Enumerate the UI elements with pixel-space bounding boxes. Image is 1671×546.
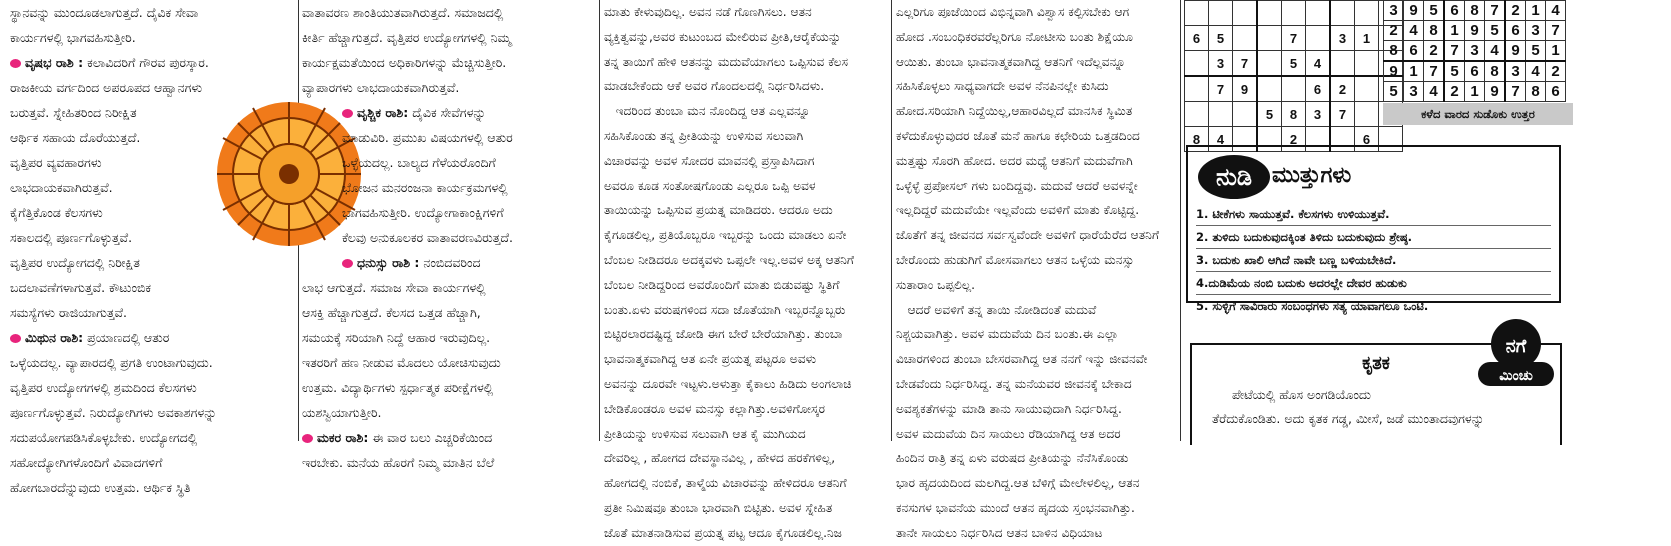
sudoku-solution-cell: 2 (1384, 21, 1404, 41)
text-line: ವಿಚಾರವನ್ನು ಅವಳ ಸೋದರ ಮಾವನಲ್ಲಿ ಪ್ರಸ್ತಾಪಿಸಿದಾಗ (604, 153, 815, 168)
text-line: ಪೂರ್ಣಗೊಳ್ಳುತ್ತವೆ. ನಿರುದ್ಯೋಗಿಗಳು ಅವಕಾಶಗಳನ್ನು (10, 405, 217, 420)
sudoku-solution-cell: 8 (1384, 41, 1404, 62)
sudoku-puzzle-cell: 6 (1306, 76, 1331, 102)
text-line: ಬರುತ್ತವೆ. ಸ್ನೇಹಿತರಿಂದ ನಿರೀಕ್ಷಿತ (10, 105, 137, 120)
text-line: ವೃತ್ತಿಪರ ಉದ್ಯೋಗದಲ್ಲಿ ನಿರೀಕ್ಷಿತ (10, 255, 140, 270)
text-line: ದೇವರಿಲ್ಲ , ಹೋಗದ ದೇವಸ್ಥಾನವಿಲ್ಲ , ಹೇಳದ ಹರಕೆಗಳಿಲ್ಲ, (604, 451, 836, 466)
text-line: ಅವರೂ ಕೂಡ ಸಂತೋಷಗೊಂಡು ಎಲ್ಲರೂ ಒಪ್ಪಿ ಅವಳ (604, 178, 816, 193)
text-line: ಒಳ್ಳೆಯದಲ್ಲ. ಬಾಲ್ಯದ ಗೆಳೆಯರೊಂದಿಗೆ (342, 155, 496, 170)
list-item: 1. ಟೀಕೆಗಳು ಸಾಯುತ್ತವೆ. ಕೆಲಸಗಳು ಉಳಿಯುತ್ತವೆ. (1196, 203, 1551, 226)
text-line: ಬಿಟ್ಟಿರಲಾರದಷ್ಟಿದ್ದ ಜೋಡಿ ಈಗ ಬೇರೆ ಬೇರೆಯಾಗಿತ್ತು. ತುಂಬಾ (604, 327, 843, 342)
sudoku-solution-cell: 6 (1444, 1, 1465, 21)
nudi-muttugalu-box (1186, 145, 1561, 313)
sign-name: ಧನುಸ್ಸು ರಾಶಿ : (357, 255, 420, 270)
text-line: ರಾಜಕೀಯ ವರ್ಗದಿಂದ ಅಪರೂಪದ ಆಹ್ವಾನಗಳು (10, 80, 203, 95)
sudoku-solution-cell: 3 (1505, 61, 1526, 82)
bullet-icon (10, 59, 21, 68)
sudoku-solution-cell: 1 (1404, 61, 1424, 82)
horoscope-vrischika-heading (342, 100, 594, 125)
sudoku-puzzle-cell (1233, 1, 1258, 26)
sudoku-puzzle-cell (1355, 102, 1379, 127)
text-line: ಆಸಕ್ತಿ ಹೆಚ್ಚಾಗುತ್ತದೆ. ಕೆಲಸದ ಒತ್ತಡ ಹೆಚ್ಚಾಗಿ, (302, 305, 481, 320)
sudoku-puzzle-cell (1355, 51, 1379, 77)
text-line: ಬೆಂಬಲ ನೀಡಿದರೂ ಅದಕ್ಕವಳು ಒಪ್ಪಲೇ ಇಲ್ಲ.ಅವಳ ಅಕ್ಕ ಆತನಿಗೆ (604, 252, 855, 267)
text-line: ಸಹಿಸಿಕೊಳ್ಳಲು ಸಾಧ್ಯವಾಗದೇ ಅವಳ ನೆನಪಿನಲ್ಲೇ ಕುಸಿದು (896, 79, 1109, 94)
text-line: ಅವನನ್ನು ದೂರವೇ ಇಟ್ಟಳು.ಅಳುತ್ತಾ ಕೈಕಾಲು ಹಿಡಿದು ಅಂಗಲಾಚಿ (604, 376, 852, 391)
sudoku-puzzle-cell: 4 (1306, 51, 1331, 77)
sudoku-solution-cell: 7 (1485, 1, 1506, 21)
sudoku-puzzle-cell (1355, 1, 1379, 26)
text-line: ಕನಸುಗಳ ಭಾವನೆಯ ಮುಂದೆ ಆತನ ಹೃದಯ ಸ್ತಂಭನವಾಗಿತ್ತು. (896, 500, 1135, 515)
column-divider (891, 0, 892, 441)
sudoku-puzzle-cell: 8 (1185, 127, 1209, 152)
text-line: ಹೋದ.ಸರಿಯಾಗಿ ನಿದ್ದೆಯಿಲ್ಲ,ಆಹಾರವಿಲ್ಲದೆ ಮಾನಸಿಕ ಸ್ಥಿಮಿತ (896, 104, 1133, 119)
sudoku-puzzle-cell (1330, 51, 1355, 77)
text-line: ವ್ಯಕ್ತಿತ್ವವನ್ನು,ಅವರ ಕುಟುಂಬದ ಮೇಲಿರುವ ಪ್ರೀತಿ,ಆರೈಕೆಯನ್ನು (604, 29, 842, 44)
sudoku-puzzle-cell (1233, 26, 1258, 51)
text-line: ಸಮಸ್ಯೆಗಳು ರಾಜಿಯಾಗುತ್ತವೆ. (10, 305, 128, 320)
sudoku-puzzle-cell: 5 (1257, 102, 1282, 127)
column-divider (599, 0, 600, 441)
text-line: ಬಂತು.ಏಳು ವರುಷಗಳಿಂದ ಸದಾ ಜೊತೆಯಾಗಿ ಇಬ್ಬರನ್ನೊಬ್ಬರು (604, 302, 846, 317)
text-line: ಕಾರ್ಯಕ್ಷಮತೆಯಿಂದ ಅಧಿಕಾರಿಗಳನ್ನು ಮೆಚ್ಚಿಸುತ್ತೀರಿ. (302, 55, 507, 70)
sudoku-puzzle-cell (1355, 76, 1379, 102)
sudoku-solution-cell: 4 (1424, 82, 1445, 102)
text-line: ಹೋಗಬಾರದೆನ್ನುವುದು ಉತ್ತಮ. ಆರ್ಥಿಕ ಸ್ಥಿತಿ (10, 480, 191, 495)
text-line: ತೆರೆದುಕೊಂಡಿತು. ಅದು ಕೃತಕ ಗಡ್ಡ, ಮೀಸೆ, ಜಡೆ ಮುಂತಾದವುಗಳನ್ನು (1212, 411, 1485, 426)
badge-bottom-text: ಮಿಂಚು (1499, 368, 1533, 384)
sudoku-solution-cell: 2 (1444, 82, 1465, 102)
sudoku-puzzle-cell (1209, 1, 1233, 26)
sudoku-puzzle-cell (1257, 1, 1282, 26)
text-line: ಸ್ಥಾನವನ್ನು ಮುಂದೂಡಲಾಗುತ್ತದೆ. ದೈವಿಕ ಸೇವಾ (10, 5, 199, 20)
bullet-icon (342, 109, 353, 118)
text-line: ತಾನೇ ಸಾಯಲು ನಿರ್ಧರಿಸಿದ ಆತನ ಬಾಳಿನ ವಿಧಿಯಾಟ (896, 525, 1103, 540)
text-line: ಎಲ್ಲರಿಗೂ ಪೂಜೆಯಿಂದ ವಿಭಿನ್ನವಾಗಿ ವಿಶ್ವಾಸ ಕಲ್ಪಿಸಬೇಕು ಆಗ (896, 5, 1130, 19)
text-line: ಕಳೆದುಕೊಳ್ಳುವುದರ ಜೊತೆ ಮನೆ ಹಾಗೂ ಕಛೇರಿಯ ಒತ್ತಡದಿಂದ (896, 128, 1140, 143)
sign-name: ಮಿಥುನ ರಾಶಿ: (25, 330, 84, 345)
text-line: ಬೇಡಿಕೊಂಡರೂ ಅವಳ ಮನಸ್ಸು ಕಲ್ಲಾಗಿತ್ತು.ಅವಳಿಗೋಸ್ಕರ (604, 401, 826, 416)
text-line: ಹಿಂದಿನ ರಾತ್ರಿ ತನ್ನ ಏಳು ವರುಷದ ಪ್ರೀತಿಯನ್ನು ನೆನೆಸಿಕೊಂಡು (896, 451, 1129, 466)
sudoku-puzzle-cell (1257, 26, 1282, 51)
nudi-list (1196, 203, 1551, 317)
bullet-icon (342, 259, 353, 268)
text-line: ಬೆಂಬಲ ನೀಡಿದ್ದರಿಂದ ಅವರೊಂದಿಗೆ ಮಾತು ಬಿಡುವಷ್ಟು ಸ್ಥಿತಿಗೆ (604, 277, 840, 292)
column-divider (1180, 0, 1181, 441)
sudoku-row (1185, 1, 1403, 26)
nudi-title-oval: ನುಡಿ (1198, 155, 1270, 199)
sudoku-solution-cell: 2 (1505, 1, 1526, 21)
sudoku-row (1185, 102, 1403, 127)
sudoku-row (1384, 21, 1566, 41)
sudoku-solution-cell: 2 (1546, 61, 1566, 82)
sudoku-solution-cell: 2 (1424, 41, 1445, 62)
text-line: ವೃತ್ತಿಪರ ಉದ್ಯೋಗಗಳಲ್ಲಿ ಶ್ರಮದಿಂದ ಕೆಲಸಗಳು (10, 380, 197, 395)
sudoku-solution-cell: 6 (1404, 41, 1424, 62)
text-line: ನಂಬಿದವರಿಂದ (419, 255, 481, 270)
sudoku-puzzle-cell (1282, 76, 1306, 102)
sudoku-solution-cell: 7 (1424, 61, 1445, 82)
sudoku-puzzle-cell (1257, 76, 1282, 102)
text-line: ಆರ್ಥಿಕ ಸಹಾಯ ದೊರೆಯುತ್ತದೆ. (10, 130, 141, 145)
sudoku-puzzle-cell (1282, 1, 1306, 26)
sudoku-solution-cell: 9 (1465, 21, 1485, 41)
sudoku-puzzle-cell (1209, 102, 1233, 127)
text-line: ಭಾವನಾತ್ಮಕವಾಗಿದ್ದ ಆತ ಏನೇ ಪ್ರಯತ್ನ ಪಟ್ಟರೂ ಅವಳು (604, 352, 817, 367)
sudoku-solution-cell: 5 (1526, 41, 1546, 62)
sudoku-solution-cell: 9 (1485, 82, 1506, 102)
text-line: ಕೀರ್ತಿ ಹೆಚ್ಚಾಗುತ್ತದೆ. ವೃತ್ತಿಪರ ಉದ್ಯೋಗಗಳಲ್ಲಿ ನಿಮ್ಮ (302, 30, 512, 45)
text-line: ಪ್ರಯಾಣದಲ್ಲಿ ಆತುರ (83, 330, 170, 345)
text-line: ಯಶಸ್ವಿಯಾಗುತ್ತೀರಿ. (302, 405, 382, 420)
sudoku-solution-cell: 3 (1526, 21, 1546, 41)
sign-name: ಮಕರ ರಾಶಿ: (317, 430, 369, 445)
sudoku-solution-cell: 8 (1465, 1, 1485, 21)
list-item: 5. ಸುಳ್ಳಿಗೆ ಸಾವಿರಾರು ಸಂಬಂಧಗಳು ಸತ್ಯ ಯಾವಾಗಲೂ ಒಂಟಿ. (1196, 299, 1429, 313)
text-line: ಮಾಡುವಿರಿ. ಪ್ರಮುಖ ವಿಷಯಗಳಲ್ಲಿ ಆತುರ (342, 130, 513, 145)
text-line: ಒಳ್ಳೆಳ್ಳೆ ಪ್ರಪೋಸಲ್ ಗಳು ಬಂದಿದ್ದವು. ಮದುವೆ ಆದರೆ ಅವಳನ್ನೇ (896, 178, 1138, 193)
text-line: ಈ ವಾರ ಬಲು ಎಚ್ಚರಿಕೆಯಿಂದ (368, 430, 493, 445)
sudoku-puzzle-cell: 2 (1330, 76, 1355, 102)
text-line: ಲಾಭದಾಯಕವಾಗಿರುತ್ತವೆ. (10, 180, 113, 195)
sudoku-solution-caption: ಕಳೆದ ವಾರದ ಸುಡೊಕು ಉತ್ತರ (1383, 103, 1573, 125)
sudoku-puzzle-cell (1257, 51, 1282, 77)
sudoku-solution-cell: 3 (1404, 82, 1424, 102)
sudoku-solution-cell: 1 (1546, 41, 1566, 62)
badge-top-text: ನಗೆ (1505, 336, 1527, 357)
nage-minchu-badge (1476, 318, 1556, 388)
text-line: ವಾತಾವರಣ ಶಾಂತಿಯುತವಾಗಿರುತ್ತದೆ. ಸಮಾಜದಲ್ಲಿ (302, 5, 504, 20)
text-line: ಕೆಲವು ಅನುಕೂಲಕರ ವಾತಾವರಣವಿರುತ್ತದೆ. (342, 230, 513, 245)
sudoku-puzzle-cell: 3 (1209, 51, 1233, 77)
text-line: ಜೊತೆಗೆ ತನ್ನ ಜೀವನದ ಸರ್ವಸ್ವವೆಂದೇ ಅವಳಿಗೆ ಧಾರೆಯೆರೆದ ಆತನಿಗೆ (896, 228, 1160, 243)
text-line: ಸಹಿಸಿಕೊಂಡು ತನ್ನ ಪ್ರೀತಿಯನ್ನು ಉಳಿಸುವ ಸಲುವಾಗಿ (604, 128, 804, 143)
list-item: 3. ಬದುಕು ಖಾಲಿ ಆಗಿದೆ ನಾವೇ ಬಣ್ಣ ಬಳಿಯಬೇಕಿದೆ. (1196, 249, 1551, 272)
sudoku-puzzle-cell (1330, 1, 1355, 26)
sudoku-solution-cell: 3 (1465, 41, 1485, 62)
sudoku-row (1384, 41, 1566, 62)
sudoku-row (1384, 61, 1566, 82)
story-column-2 (896, 0, 1176, 540)
text-line: ಭಾಗವಹಿಸುತ್ತೀರಿ. ಉದ್ಯೋಗಾಕಾಂಕ್ಷಿಗಳಿಗೆ (342, 205, 504, 220)
sudoku-row (1185, 51, 1403, 77)
text-line: ಇದರಿಂದ ತುಂಬಾ ಮನ ನೊಂದಿದ್ದ ಆತ ಎಲ್ಲವನ್ನೂ (604, 104, 811, 119)
text-line: ಒಳ್ಳೆಯದಲ್ಲ. ವ್ಯಾಪಾರದಲ್ಲಿ ಪ್ರಗತಿ ಉಂಟಾಗುವುದು. (10, 355, 213, 370)
sudoku-puzzle-cell (1185, 51, 1209, 77)
text-line: ವಿಚಾರಗಳಿಂದ ತುಂಬಾ ಬೇಸರವಾಗಿದ್ದ ಆತ ನನಗೆ ಇನ್ನು ಜೀವನವೇ (896, 352, 1148, 367)
text-line: ಕಾರ್ಯಗಳಲ್ಲಿ ಭಾಗವಹಿಸುತ್ತೀರಿ. (10, 30, 136, 45)
story-column-1 (604, 0, 886, 540)
sudoku-row (1185, 76, 1403, 102)
text-line: ಸಹೋದ್ಯೋಗಿಗಳೊಂದಿಗೆ ವಿವಾದಗಳಿಗೆ (10, 455, 163, 470)
text-line: ಭೋಜನ ಮನರಂಜನಾ ಕಾರ್ಯಕ್ರಮಗಳಲ್ಲಿ (342, 180, 508, 195)
text-line: ಪ್ರೀತಿಯನ್ನು ಉಳಿಸುವ ಸಲುವಾಗಿ ಆತ ಕೈ ಮುಗಿಯದ (604, 426, 806, 441)
sudoku-solution-cell: 5 (1444, 61, 1465, 82)
sudoku-solution-cell: 5 (1384, 82, 1404, 102)
sudoku-row (1384, 82, 1566, 102)
sudoku-solution-cell: 7 (1505, 82, 1526, 102)
text-line: ಕೈಗೆತ್ತಿಕೊಂಡ ಕೆಲಸಗಳು (10, 205, 103, 220)
text-line: ಹೋದ .ಸಂಬಂಧಿಕರವರೆಲ್ಲರಿಗೂ ನೋಟೀಸು ಬಂತು ಶಿಕ್ಷೆಯೂ (896, 29, 1134, 44)
sudoku-solution-cell: 8 (1485, 61, 1506, 82)
text-line: ಸದುಪಯೋಗಪಡಿಸಿಕೊಳ್ಳಬೇಕು. ಉದ್ಯೋಗದಲ್ಲಿ (10, 430, 198, 445)
sudoku-solution-cell: 4 (1404, 21, 1424, 41)
sudoku-solution-cell: 3 (1384, 1, 1404, 21)
text-line: ಸುತಾರಾಂ ಒಪ್ಪಲಿಲ್ಲ. (896, 277, 976, 292)
text-line: ದೈವಿಕ ಸೇವೆಗಳನ್ನು (408, 105, 486, 120)
text-line: ತಾಯಿಯನ್ನು ಒಪ್ಪಿಸುವ ಪ್ರಯತ್ನ ಮಾಡಿದರು. ಆದರೂ ಅದು (604, 203, 833, 218)
text-line: ಮಾಡಬೇಕೆಂದು ಆಕೆ ಅವರ ಗೊಂದಲದಲ್ಲಿ ನಿರ್ಧರಿಸಿದಳು. (604, 79, 825, 94)
text-line: ಆದರೆ ಅವಳಿಗೆ ತನ್ನ ತಾಯಿ ನೋಡಿದಂತೆ ಮದುವೆ (896, 302, 1097, 317)
sign-name: ವೃಶ್ಚಿಕ ರಾಶಿ: (357, 105, 409, 120)
sudoku-solution-cell: 4 (1546, 1, 1566, 21)
sudoku-solution-cell: 4 (1485, 41, 1506, 62)
text-line: ಬೇಡವೆಂದು ನಿರ್ಧರಿಸಿದ್ದ. ತನ್ನ ಮನೆಯವರ ಜೀವನಕ್ಕೆ ಬೇಕಾದ (896, 376, 1132, 391)
sudoku-solution-cell: 1 (1444, 21, 1465, 41)
sudoku-solution-cell: 7 (1444, 41, 1465, 62)
sudoku-puzzle-cell: 7 (1209, 76, 1233, 102)
text-line: ಜೊತೆ ಮಾತನಾಡಿಸುವ ಪ್ರಯತ್ನ ಪಟ್ಟ ಆದೂ ಕೈಗೂಡಲಿಲ್ಲ.ನಿಜ (604, 525, 843, 540)
horoscope-vrishabha-heading (10, 50, 295, 75)
sudoku-puzzle-cell: 5 (1209, 26, 1233, 51)
nudi-title: ಮುತ್ತುಗಳು (1272, 163, 1352, 188)
sudoku-puzzle-cell: 1 (1355, 26, 1379, 51)
sign-name: ವೃಷಭ ರಾಶಿ : (25, 55, 84, 70)
sudoku-puzzle-cell (1306, 26, 1331, 51)
sudoku-puzzle-grid (1184, 0, 1403, 152)
text-line: ಆಯಿತು. ತುಂಬಾ ಭಾವನಾತ್ಮಕವಾಗಿದ್ದ ಆತನಿಗೆ ಇದೆಲ್ಲವನ್ನೂ (896, 54, 1126, 69)
sudoku-puzzle-cell: 3 (1330, 26, 1355, 51)
sudoku-solution-grid (1383, 0, 1566, 102)
sudoku-puzzle-cell: 6 (1185, 26, 1209, 51)
horoscope-dhanu-heading (342, 250, 594, 275)
text-line: ವೃತ್ತಿಪರ ವ್ಯವಹಾರಗಳು (10, 155, 102, 170)
sudoku-puzzle-cell (1185, 76, 1209, 102)
sudoku-solution-cell: 9 (1505, 41, 1526, 62)
sudoku-puzzle-cell: 7 (1330, 102, 1355, 127)
sudoku-puzzle-cell: 9 (1233, 76, 1258, 102)
sudoku-solution-cell: 6 (1465, 61, 1485, 82)
sudoku-puzzle-cell (1185, 1, 1209, 26)
text-line: ಭಾರ ಹೃದಯದಿಂದ ಮಲಗಿದ್ದ.ಆತ ಬೆಳಿಗ್ಗೆ ಮೇಲೇಳಲಿಲ್ಲ, ಆತನ (896, 476, 1140, 491)
sudoku-solution-cell: 5 (1424, 1, 1445, 21)
sudoku-solution-cell: 8 (1526, 82, 1546, 102)
sudoku-puzzle-cell: 8 (1282, 102, 1306, 127)
sudoku-solution-cell: 6 (1546, 82, 1566, 102)
sudoku-puzzle-cell: 3 (1306, 102, 1331, 127)
horoscope-column-2 (302, 0, 594, 470)
text-line: ಬದಲಾವಣೆಗಳಾಗುತ್ತವೆ. ಕೌಟುಂಬಿಕ (10, 280, 152, 295)
text-line: ಉತ್ತಮ. ವಿದ್ಯಾರ್ಥಿಗಳು ಸ್ಪರ್ಧಾತ್ಮಕ ಪರೀಕ್ಷೆಗಳಲ್ಲಿ (302, 380, 494, 395)
sudoku-puzzle-cell: 5 (1282, 51, 1306, 77)
sudoku-puzzle-cell (1306, 1, 1331, 26)
text-line: ತನ್ನ ತಾಯಿಗೆ ಹೇಳಿ ಆತನನ್ನು ಮದುವೆಯಾಗಲು ಒಪ್ಪಿಸುವ ಕೆಲಸ (604, 54, 849, 69)
sudoku-puzzle-cell: 4 (1209, 127, 1233, 152)
text-line: ಲಾಭ ಆಗುತ್ತದೆ. ಸಮಾಜ ಸೇವಾ ಕಾರ್ಯಗಳಲ್ಲಿ (302, 280, 486, 295)
sudoku-solution-cell: 1 (1465, 82, 1485, 102)
text-line: ಹೋಗದಲ್ಲಿ ನಂಬಿಕೆ, ತಾಳ್ಮೆಯ ವಿಚಾರವನ್ನು ಹೇಳಿದರೂ ಆತನಿಗೆ (604, 476, 847, 491)
text-line: ಇಲ್ಲದಿದ್ದರೆ ಮದುವೆಯೇ ಇಲ್ಲವೆಂದು ಅವಳಿಗೆ ಮಾತು ಕೊಟ್ಟಿದ್ದ. (896, 203, 1140, 218)
sudoku-solution-cell: 8 (1424, 21, 1445, 41)
sudoku-solution-cell: 4 (1526, 61, 1546, 82)
horoscope-vrischika (302, 100, 594, 250)
bullet-icon (302, 434, 313, 443)
horoscope-makara-heading (302, 425, 594, 450)
sudoku-puzzle-cell: 6 (1355, 127, 1379, 152)
text-line: ಇರಬೇಕು. ಮನೆಯ ಹೊರಗೆ ನಿಮ್ಮ ಮಾತಿನ ಬೆಲೆ (302, 455, 495, 470)
text-line: ಸಕಾಲದಲ್ಲಿ ಪೂರ್ಣಗೊಳ್ಳುತ್ತವೆ. (10, 230, 133, 245)
sudoku-row (1384, 1, 1566, 21)
sudoku-puzzle-cell: 7 (1282, 26, 1306, 51)
list-item: 2. ತುಳಿದು ಬದುಕುವುದಕ್ಕಿಂತ ತಿಳಿದು ಬದುಕುವುದು ಶ್ರೇಷ್ಠ. (1196, 226, 1551, 249)
bullet-icon (10, 334, 21, 343)
sudoku-solution-cell: 9 (1384, 61, 1404, 82)
text-line: ಕೈಗೂಡಲಿಲ್ಲ, ಪ್ರತಿಯೊಬ್ಬರೂ ಇಬ್ಬರನ್ನು ಒಂದು ಮಾಡಲು ಏನೇ (604, 228, 847, 243)
sudoku-puzzle-cell: 7 (1233, 51, 1258, 77)
horoscope-dhanu (302, 250, 594, 275)
sudoku-puzzle-cell (1185, 102, 1209, 127)
text-line: ಮತ್ತಷ್ಟು ಸೊರಗಿ ಹೋದ. ಅದರ ಮಧ್ಯೆ ಆತನಿಗೆ ಮದುವೆಗಾಗಿ (896, 153, 1133, 168)
sudoku-solution-cell: 6 (1505, 21, 1526, 41)
joke-title: ಕೃತಕ (1362, 353, 1390, 374)
sudoku-puzzle-cell: 2 (1282, 127, 1306, 152)
text-line: ಕಲಾವಿದರಿಗೆ ಗೌರವ ಪುರಸ್ಕಾರ. (83, 55, 209, 70)
sudoku-puzzle-cell (1233, 102, 1258, 127)
horoscope-mithuna-heading (10, 325, 295, 350)
text-line: ಪೇಟೆಯಲ್ಲಿ ಹೊಸ ಅಂಗಡಿಯೊಂದು (1232, 387, 1371, 402)
text-line: ನಿಶ್ಚಯವಾಗಿತ್ತು. ಅವಳ ಮದುವೆಯ ದಿನ ಬಂತು.ಈ ಎಲ್ಲಾ (896, 327, 1119, 342)
sudoku-row (1185, 26, 1403, 51)
text-line: ಅವಶ್ಯಕತೆಗಳನ್ನು ಮಾಡಿ ತಾನು ಸಾಯುವುದಾಗಿ ನಿರ್ಧರಿಸಿದ್ದ. (896, 401, 1122, 416)
sudoku-solution-cell: 9 (1404, 1, 1424, 21)
text-line: ಅವಳ ಮದುವೆಯ ದಿನ ಸಾಯಲು ರೆಡಿಯಾಗಿದ್ದ ಆತ ಅದರ (896, 426, 1121, 441)
text-line: ವ್ಯಾಪಾರಗಳು ಲಾಭದಾಯಕವಾಗಿರುತ್ತವೆ. (302, 80, 460, 95)
sudoku-solution-cell: 5 (1485, 21, 1506, 41)
text-line: ಪ್ರತೀ ನಿಮಿಷವೂ ತುಂಬಾ ಭಾರವಾಗಿ ಬಿಟ್ಟಿತು. ಅವಳ ಸ್ನೇಹಿತ (604, 500, 833, 515)
text-line: ಇತರರಿಗೆ ಹಣ ನೀಡುವ ಮೊದಲು ಯೋಚಿಸುವುದು (302, 355, 501, 370)
text-line: ಸಮಯಕ್ಕೆ ಸರಿಯಾಗಿ ನಿದ್ದೆ ಆಹಾರ ಇರುವುದಿಲ್ಲ. (302, 330, 491, 345)
text-line: ಮಾತು ಕೇಳುವುದಿಲ್ಲ. ಅವನ ನಡೆ ಗೊಣಗಿಸಲು. ಆತನ (604, 5, 812, 19)
list-item: 4.ದುಡಿಮೆಯ ನಂಬಿ ಬದುಕು ಅದರಲ್ಲೇ ದೇವರ ಹುಡುಕು (1196, 272, 1551, 295)
sudoku-solution-cell: 1 (1526, 1, 1546, 21)
text-line: ಬೇರೊಂದು ಹುಡುಗಿಗೆ ಮೋಸವಾಗಲು ಆತನ ಒಳ್ಳೆಯ ಮನಸ್ಸು (896, 252, 1135, 267)
sudoku-solution-cell: 7 (1546, 21, 1566, 41)
